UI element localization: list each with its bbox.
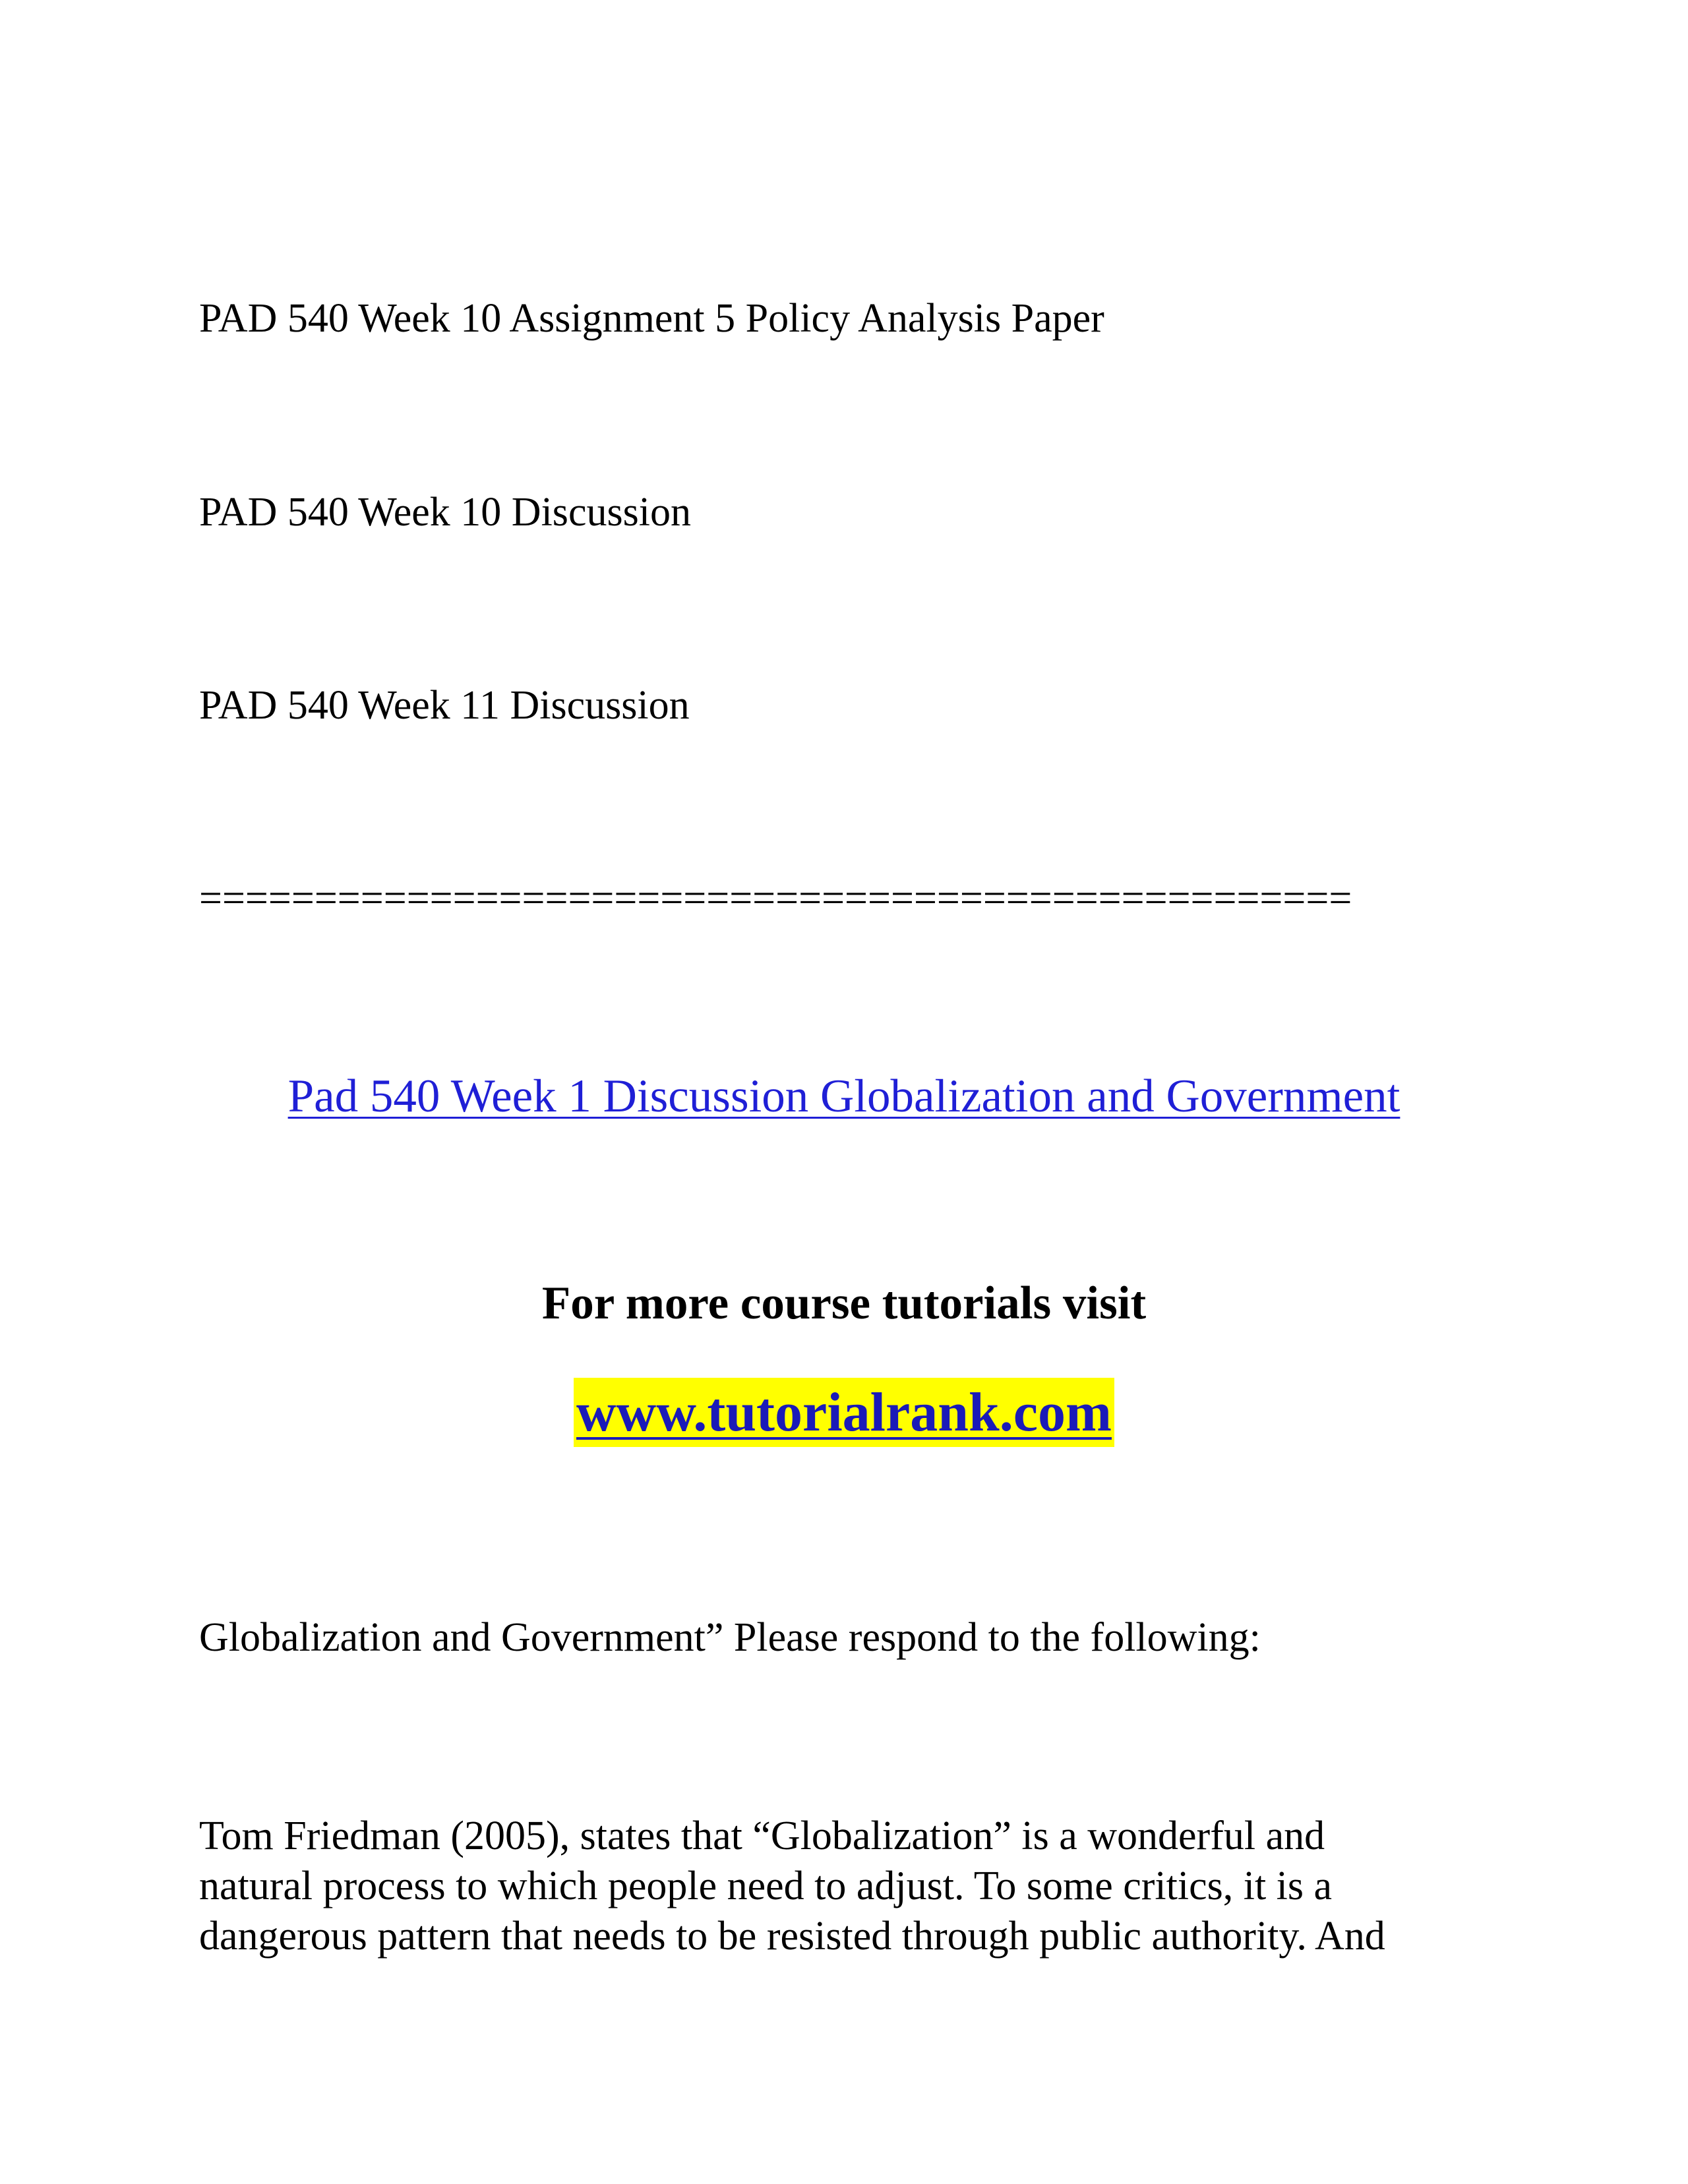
discussion-prompt: Globalization and Government” Please respond to the following: [199, 1615, 1261, 1660]
cta-text: For more course tutorials visit [541, 1278, 1147, 1329]
discussion-title-link[interactable]: Pad 540 Week 1 Discussion Globalization and Government [287, 1071, 1401, 1122]
body-paragraph [199, 1811, 1518, 1961]
doc-line-week-10-discussion: PAD 540 Week 10 Discussion [199, 490, 691, 535]
doc-line-week-11-discussion: PAD 540 Week 11 Discussion [199, 683, 690, 728]
site-link-wrapper [0, 1378, 1688, 1447]
discussion-title [0, 1073, 1688, 1120]
paragraph-line: dangerous pattern that needs to be resisted through public authority. And [199, 1914, 1385, 1959]
separator-line: ================================================== [199, 876, 1352, 921]
doc-line-assignment-5: PAD 540 Week 10 Assignment 5 Policy Analysis Paper [199, 296, 1104, 341]
paragraph-line: Tom Friedman (2005), states that “Globalization” is a wonderful and [199, 1814, 1325, 1858]
site-link[interactable]: www.tutorialrank.com [576, 1382, 1112, 1443]
site-highlight [574, 1378, 1114, 1447]
paragraph-line: natural process to which people need to adjust. To some critics, it is a [199, 1864, 1333, 1908]
